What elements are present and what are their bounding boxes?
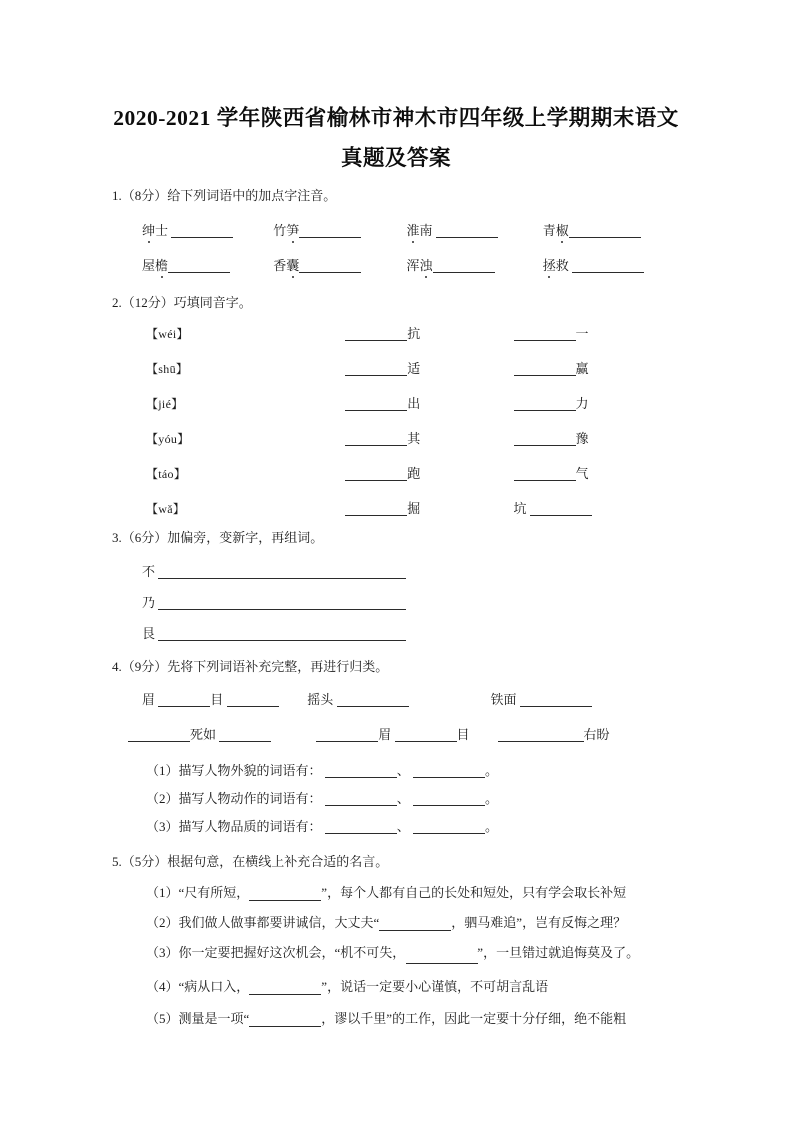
item-label: （3） [146, 945, 179, 960]
idiom-part: 摇头 [307, 692, 334, 707]
item-after: ”，说话一定要小心谨慎，不可胡言乱语 [321, 979, 549, 994]
dotted-char: 拯 [542, 258, 556, 273]
question-2-row-5 [146, 465, 589, 483]
answer-blank-7[interactable] [433, 272, 495, 273]
question-2-row-6 [146, 500, 592, 518]
answer-blank[interactable] [337, 706, 409, 707]
word-item [407, 257, 540, 274]
char-right: 一 [575, 326, 589, 341]
word-item [273, 222, 403, 239]
pinyin-label: 【wǎ】 [146, 502, 186, 516]
answer-blank[interactable] [325, 805, 397, 806]
question-5-item-2 [146, 914, 626, 931]
answer-blank[interactable] [345, 480, 407, 481]
question-4-sub-1 [146, 762, 498, 779]
question-1-heading: 1.（8分）给下列词语中的加点字注音。 [112, 188, 337, 203]
idiom-part: 右盼 [583, 727, 610, 742]
answer-blank-4[interactable] [569, 237, 641, 238]
question-5-item-4 [146, 978, 548, 995]
dotted-char: 绅 [142, 223, 156, 238]
word-text-6: 香囊 [273, 258, 300, 273]
base-char-2: 乃 [142, 595, 156, 610]
answer-blank[interactable] [345, 375, 407, 376]
pinyin-label: 【yóu】 [146, 432, 190, 446]
pinyin-label: 【wéi】 [146, 327, 189, 341]
char-right: 出 [407, 396, 421, 411]
item-label: （4） [146, 979, 179, 994]
answer-blank-2[interactable] [299, 237, 361, 238]
question-4-idiom-row-2 [128, 726, 610, 743]
answer-blank[interactable] [249, 994, 321, 995]
char-right: 气 [575, 466, 589, 481]
end-mark: 。 [485, 791, 499, 806]
separator: 、 [396, 791, 410, 806]
answer-blank-underline-item-3[interactable] [406, 963, 478, 964]
item-label: （2） [146, 915, 179, 930]
answer-blank[interactable] [128, 741, 190, 742]
sub-label: （2）描写人物动作的词语有： [146, 791, 322, 806]
word-text-4: 青椒 [542, 223, 569, 238]
pinyin-label: 【shū】 [146, 362, 189, 376]
homophone-right [514, 360, 589, 377]
word-text-5: 屋檐 [142, 258, 169, 273]
answer-blank-long[interactable] [158, 609, 406, 610]
end-mark: 。 [485, 763, 499, 778]
idiom-part: 铁面 [490, 692, 517, 707]
answer-blank[interactable] [249, 1026, 321, 1027]
char-right: 跑 [407, 466, 421, 481]
word-text-3: 淮南 [406, 223, 433, 238]
answer-blank[interactable] [514, 480, 576, 481]
answer-blank[interactable] [395, 741, 457, 742]
item-label: （1） [146, 885, 179, 900]
question-4-sub-2 [146, 790, 498, 807]
word-text-1: 绅士 [142, 223, 169, 238]
word-item [273, 257, 403, 274]
answer-blank[interactable] [413, 833, 485, 834]
char-right: 其 [407, 431, 421, 446]
question-2-row-2 [146, 360, 589, 378]
answer-blank[interactable] [514, 375, 576, 376]
char-right: 适 [407, 361, 421, 376]
idiom-part: 目 [456, 727, 470, 742]
dotted-char: 笋 [286, 223, 300, 238]
homophone-left [345, 430, 510, 447]
answer-blank[interactable] [227, 706, 279, 707]
item-before: “病从口入， [178, 979, 250, 994]
question-3-row-3 [142, 625, 406, 642]
idiom-item-4 [128, 726, 313, 743]
word-item [543, 222, 641, 239]
item-label: （5） [146, 1011, 179, 1026]
word-text-7: 浑浊 [406, 258, 433, 273]
item-before: 测量是一项“ [178, 1011, 250, 1026]
word-item [142, 257, 270, 274]
homophone-right [514, 465, 589, 482]
idiom-item-2 [307, 691, 487, 708]
pinyin-label: 【táo】 [146, 467, 187, 481]
question-5-heading: 5.（5分）根据句意，在横线上补充合适的名言。 [112, 854, 389, 869]
idiom-part: 目 [210, 692, 224, 707]
answer-blank[interactable] [530, 515, 592, 516]
item-before: 你一定要把握好这次机会，“机不可失， [178, 945, 406, 960]
answer-blank[interactable] [413, 777, 485, 778]
homophone-right [514, 395, 589, 412]
dotted-char: 淮 [406, 223, 420, 238]
char-right: 力 [575, 396, 589, 411]
word-item [543, 257, 644, 274]
answer-blank[interactable] [249, 900, 321, 901]
title-line-1: 2020-2021 学年陕西省榆林市神木市四年级上学期期末语文 [113, 106, 679, 130]
item-after: ，驷马难追”，岂有反悔之理？ [451, 915, 627, 930]
idiom-item-3 [491, 691, 592, 708]
char-right: 赢 [575, 361, 589, 376]
item-before: “尺有所短， [178, 885, 250, 900]
page-title [96, 98, 696, 178]
separator: 、 [396, 763, 410, 778]
idiom-part: 死如 [190, 727, 217, 742]
answer-blank-long[interactable] [158, 640, 406, 641]
homophone-right [514, 325, 589, 342]
question-5-item-3 [146, 944, 639, 961]
sub-label: （1）描写人物外貌的词语有： [146, 763, 322, 778]
idiom-item-5 [316, 726, 494, 743]
answer-blank-long[interactable] [158, 578, 406, 579]
homophone-left [345, 395, 510, 412]
char-right: 掘 [407, 501, 421, 516]
question-5-item-5 [146, 1010, 626, 1027]
pinyin-label: 【jié】 [146, 397, 184, 411]
dotted-char: 檐 [155, 258, 169, 273]
answer-blank-6[interactable] [299, 272, 361, 273]
question-2-heading: 2.（12分）巧填同音字。 [112, 295, 252, 310]
answer-blank-8[interactable] [572, 272, 644, 273]
answer-blank[interactable] [498, 741, 584, 742]
question-2-row-3 [146, 395, 589, 413]
answer-blank[interactable] [514, 445, 576, 446]
question-3-heading: 3.（6分）加偏旁，变新字，再组词。 [112, 530, 324, 545]
answer-blank[interactable] [520, 706, 592, 707]
idiom-part: 眉 [378, 727, 392, 742]
title-line-2: 真题及答案 [340, 146, 451, 170]
question-1-word-row-2 [142, 257, 644, 274]
idiom-part: 眉 [142, 692, 156, 707]
item-after: ，谬以千里”的工作，因此一定要十分仔细，绝不能粗 [321, 1011, 627, 1026]
word-item [142, 222, 270, 239]
answer-blank-1[interactable] [171, 237, 233, 238]
homophone-left [345, 465, 510, 482]
answer-blank[interactable] [345, 445, 407, 446]
homophone-left [345, 500, 510, 517]
answer-blank[interactable] [158, 706, 210, 707]
answer-blank[interactable] [345, 410, 407, 411]
answer-blank[interactable] [325, 777, 397, 778]
word-item [407, 222, 540, 239]
answer-blank[interactable] [379, 930, 451, 931]
sub-label: （3）描写人物品质的词语有： [146, 819, 322, 834]
homophone-left [345, 325, 510, 342]
end-mark: 。 [485, 819, 499, 834]
answer-blank-5[interactable] [168, 272, 230, 273]
word-text-2: 竹笋 [273, 223, 300, 238]
question-4-sub-3 [146, 818, 498, 835]
question-4-idiom-row-1 [142, 691, 592, 708]
answer-blank[interactable] [325, 833, 397, 834]
idiom-item-1 [142, 691, 304, 708]
question-3-row-2 [142, 594, 406, 611]
dotted-char: 浊 [419, 258, 433, 273]
answer-blank-3[interactable] [436, 237, 498, 238]
answer-blank[interactable] [345, 340, 407, 341]
item-before: 我们做人做事都要讲诚信，大丈夫“ [178, 915, 380, 930]
answer-blank[interactable] [345, 515, 407, 516]
answer-blank[interactable] [514, 410, 576, 411]
question-5-item-1 [146, 884, 626, 901]
item-after: ”，每个人都有自己的长处和短处，只有学会取长补短 [321, 885, 627, 900]
homophone-left [345, 360, 510, 377]
answer-blank[interactable] [514, 340, 576, 341]
base-char-3: 艮 [142, 626, 156, 641]
homophone-right [514, 500, 592, 517]
question-1-word-row-1 [142, 222, 641, 239]
answer-blank[interactable] [413, 805, 485, 806]
question-2-row-1 [146, 325, 589, 343]
char-right: 豫 [575, 431, 589, 446]
word-text-8: 拯救 [542, 258, 569, 273]
question-2-row-4 [146, 430, 589, 448]
char-left: 坑 [513, 501, 527, 516]
char-right: 抗 [407, 326, 421, 341]
dotted-char: 椒 [555, 223, 569, 238]
base-char-1: 不 [142, 564, 156, 579]
question-3-row-1 [142, 563, 406, 580]
dotted-char: 囊 [286, 258, 300, 273]
homophone-right [514, 430, 589, 447]
answer-blank[interactable] [219, 741, 271, 742]
separator: 、 [396, 819, 410, 834]
answer-blank[interactable] [316, 741, 378, 742]
item-after: ”，一旦错过就追悔莫及了。 [477, 945, 640, 960]
question-4-heading: 4.（9分）先将下列词语补充完整，再进行归类。 [112, 659, 389, 674]
idiom-item-6 [498, 726, 610, 743]
